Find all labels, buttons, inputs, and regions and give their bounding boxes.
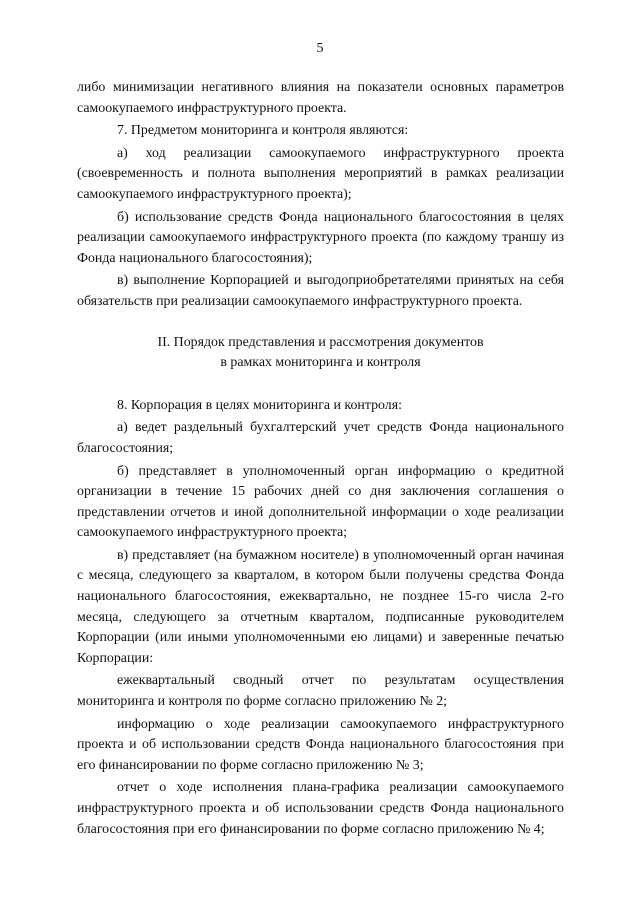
paragraph-item-8c: в) представляет (на бумажном носителе) в уполномоченный орган начиная с месяца, следующего за кварталом, в котором были получены средства Фонда национального благосостояния, ежеквартально, не позднее 15-го числа 2-го месяца, следующего за отчетным кварталом, подписанные руководителем Корпорации (или иными уполномоченными ею лицами) и заверенные печатью Корпорации:	[77, 547, 564, 666]
page-number: 5	[316, 41, 324, 56]
section-heading	[77, 333, 564, 374]
document-body	[77, 78, 564, 840]
paragraph-report-progress: информацию о ходе реализации самоокупаемого инфраструктурного проекта и об использовании средств Фонда национального благосостояния при его финансировании по форме согласно приложению № 3;	[77, 716, 564, 773]
paragraph-item-8b: б) представляет в уполномоченный орган информацию о кредитной организации в течение 15 рабочих дней со дня заключения соглашения о представлении отчетов и иной дополнительной информации о ходе реализации самоокупаемого инфраструктурного проекта;	[77, 463, 564, 541]
paragraph-report-schedule: отчет о ходе исполнения плана-графика реализации самоокупаемого инфраструктурного проекта и об использовании средств Фонда национального благосостояния при его финансировании по форме согласно приложению № 4;	[77, 780, 564, 837]
paragraph-item-8a: а) ведет раздельный бухгалтерский учет средств Фонда национального благосостояния;	[77, 420, 564, 456]
paragraph-report-quarterly: ежеквартальный сводный отчет по результатам осуществления мониторинга и контроля по форме согласно приложению № 2;	[77, 673, 564, 710]
paragraph-item-7: 7. Предметом мониторинга и контроля являются:	[117, 123, 409, 139]
paragraph-item-7a: а) ход реализации самоокупаемого инфраструктурного проекта (своевременность и полнота выполнения мероприятий в рамках реализации самоокупаемого инфраструктурного проекта);	[77, 145, 564, 202]
paragraph-continuation: либо минимизации негативного влияния на показатели основных параметров самоокупаемого инфраструктурного проекта.	[77, 80, 564, 116]
section-heading-line-2: в рамках мониторинга и контроля	[220, 355, 421, 371]
paragraph-item-7c: в) выполнение Корпорацией и выгодоприобретателями принятых на себя обязательств при реализации самоокупаемого инфраструктурного проекта.	[77, 273, 564, 309]
paragraph-item-8: 8. Корпорация в целях мониторинга и контроля:	[117, 397, 402, 413]
section-heading-line-1: II. Порядок представления и рассмотрения документов	[157, 334, 484, 350]
paragraph-item-7b: б) использование средств Фонда национального благосостояния в целях реализации самоокупаемого инфраструктурного проекта (по каждому траншу из Фонда национального благосостояния);	[77, 209, 564, 266]
